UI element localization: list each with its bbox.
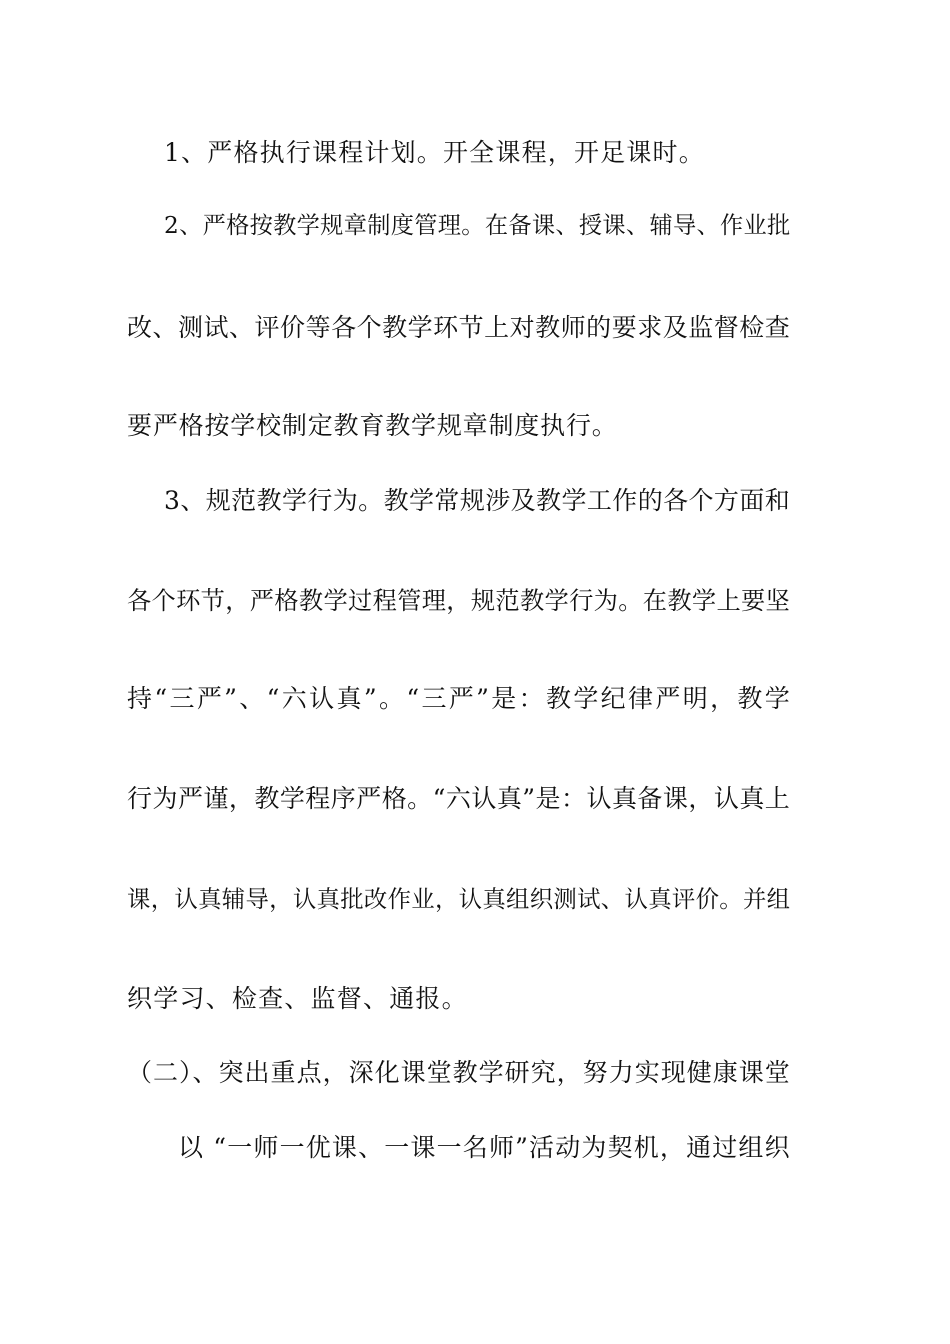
section-heading: （二）、突出重点，深化课堂教学研究，努力实现健康课堂: [127, 1058, 791, 1087]
paragraph-2-line-2: 改、测试、评价等各个教学环节上对教师的要求及监督检查: [127, 313, 791, 342]
paragraph-3-line-6: 织学习、检查、监督、通报。: [127, 984, 468, 1013]
paragraph-3-line-4: 行为严谨，教学程序严格。“六认真”是：认真备课，认真上: [127, 784, 791, 813]
paragraph-3-line-1: 3、规范教学行为。教学常规涉及教学工作的各个方面和: [164, 486, 791, 515]
paragraph-1-line-1: 1、严格执行课程计划。开全课程，开足课时。: [164, 138, 705, 167]
paragraph-3-line-5: 课，认真辅导，认真批改作业，认真组织测试、认真评价。并组: [127, 885, 791, 913]
paragraph-2-line-1: 2、严格按教学规章制度管理。在备课、授课、辅导、作业批: [164, 212, 791, 239]
paragraph-3-line-2: 各个环节，严格教学过程管理，规范教学行为。在教学上要坚: [127, 586, 791, 615]
paragraph-3-line-3: 持“三严”、“六认真”。“三严”是：教学纪律严明，教学: [127, 684, 793, 713]
paragraph-2-line-3: 要严格按学校制定教育教学规章制度执行。: [127, 411, 618, 440]
paragraph-4-line-1: 以 “一师一优课、一课一名师”活动为契机，通过组织: [178, 1133, 791, 1162]
